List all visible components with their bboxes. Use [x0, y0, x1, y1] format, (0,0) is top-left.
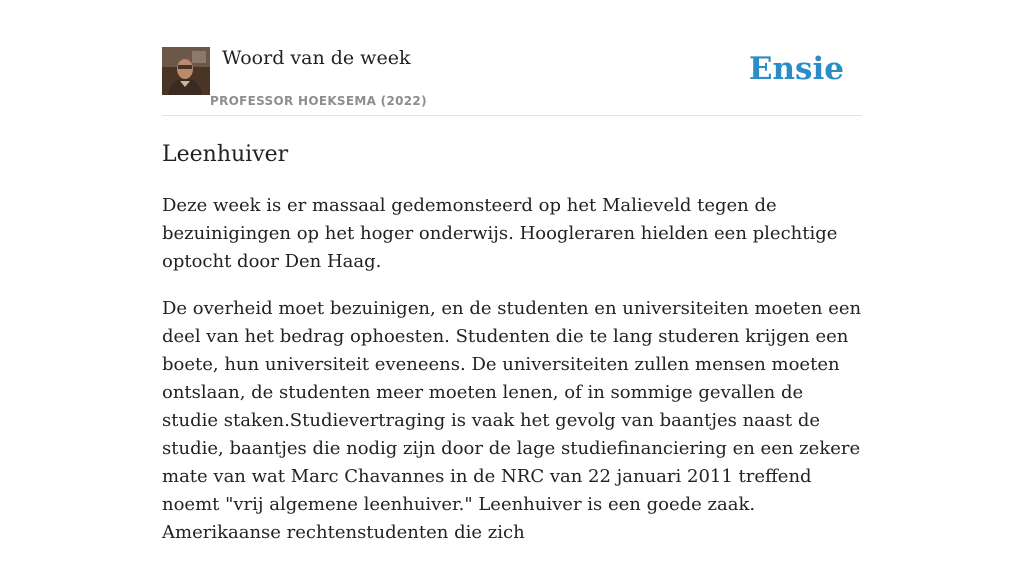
- brand-logo[interactable]: Ensie: [748, 51, 844, 87]
- collection-title[interactable]: Woord van de week: [222, 47, 411, 69]
- article-title: Leenhuiver: [162, 142, 289, 167]
- header: [162, 0, 862, 116]
- article-paragraph: Deze week is er massaal gedemonsteerd op het Malieveld tegen de bezuinigingen op het hoger onderwijs. Hoogleraren hielden een plechtige optocht door Den Haag.: [162, 195, 838, 272]
- article-paragraph: De overheid moet bezuinigen, en de studenten en universiteiten moeten een deel van het bedrag ophoesten. Studenten die te lang studeren krijgen een boete, hun universiteit eveneens. De universiteiten zullen mensen moeten ontslaan, de studenten meer moeten lenen, of in sommige gevallen de studie staken.Studievertraging is vaak het gevolg van baantjes naast de studie, baantjes die nodig zijn door de lage studiefinanciering en een zekere mate van wat Marc Chavannes in de NRC van 22 januari 2011 treffend noemt "vrij algemene leenhuiver." Leenhuiver is een goede zaak. Amerikaanse rechtenstudenten die zich: [162, 298, 862, 543]
- avatar-photo-icon: [162, 47, 210, 95]
- article-body: [162, 192, 862, 566]
- author-name[interactable]: PROFESSOR HOEKSEMA (2022): [210, 94, 427, 108]
- author-avatar[interactable]: [162, 47, 210, 95]
- content-container: [162, 0, 862, 543]
